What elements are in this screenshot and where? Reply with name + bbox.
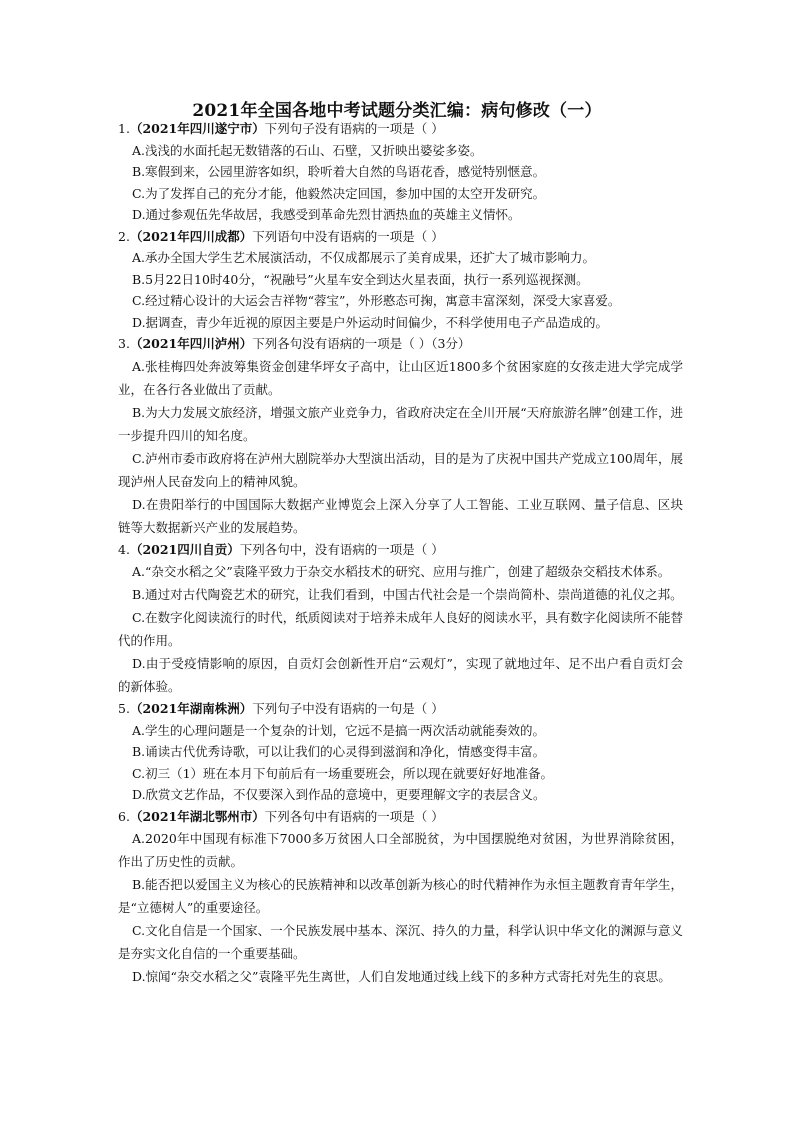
option-b: B.寒假到来，公园里游客如织，聆听着大自然的鸟语花香，感觉特别惬意。 — [132, 164, 546, 179]
question-number: 5. — [118, 701, 130, 716]
option-a: A.“杂交水稻之父”袁隆平致力于杂交水稻技术的研究、应用与推广，创建了超级杂交稻技术体系。 — [132, 564, 671, 579]
option-c: C.初三（1）班在本月下旬前后有一场重要班会，所以现在就要好好地准备。 — [132, 765, 554, 781]
question-header — [118, 539, 683, 561]
option-c: C.文化自信是一个国家、一个民族发展中基本、深沉、持久的力量，科学认识中华文化的渊源与意义是夯实文化自信的一个重要基础。 — [118, 923, 683, 961]
question-stem: 下列各句没有语病的一项是（ ）（3分） — [252, 336, 471, 351]
option-c: C.在数字化阅读流行的时代，纸质阅读对于培养未成年人良好的阅读水平，具有数字化阅读所不能替代的作用。 — [118, 610, 683, 648]
question-3 — [118, 333, 683, 539]
option-c: C.为了发挥自己的充分才能，他毅然决定回国，参加中国的太空开发研究。 — [132, 185, 546, 201]
question-source: （2021年四川遂宁市） — [129, 121, 265, 136]
option-c: C.经过精心设计的大运会吉祥物“蓉宝”，外形憨态可掬，寓意丰富深刻，深受大家喜爱。 — [132, 293, 621, 308]
question-2 — [118, 226, 683, 334]
option-d: D.通过参观伍先华故居，我感受到革命先烈甘洒热血的英雄主义情怀。 — [132, 207, 521, 222]
question-header — [118, 333, 683, 355]
option-b: B.为大力发展文旅经济，增强文旅产业竞争力，省政府决定在全川开展“天府旅游名牌”创建工作，进一步提升四川的知名度。 — [118, 404, 683, 443]
option-a: A.学生的心理问题是一个复杂的计划，它远不是搞一两次活动就能奏效的。 — [132, 722, 546, 738]
option-a: A.承办全国大学生艺术展演活动，不仅成都展示了美育成果，还扩大了城市影响力。 — [132, 250, 596, 265]
question-header — [118, 118, 683, 140]
question-number: 3. — [118, 336, 130, 351]
question-4 — [118, 539, 683, 699]
option-d: D.欣赏文艺作品，不仅要深入到作品的意境中，更要理解文字的表层含义。 — [132, 787, 546, 802]
option-a: A.浅浅的水面托起无数错落的石山、石壁，又折映出婆娑多姿。 — [132, 142, 483, 158]
option-d: D.据调查，青少年近视的原因主要是户外运动时间偏少，不科学使用电子产品造成的。 — [132, 314, 609, 330]
question-header — [118, 698, 683, 720]
option-b: B.通过对古代陶瓷艺术的研究，让我们看到，中国古代社会是一个崇尚简朴、崇尚道德的礼仪之邦。 — [132, 587, 683, 602]
question-stem: 下列句子中没有语病的一句是（ ） — [252, 701, 444, 716]
question-stem: 下列语句中没有语病的一项是（ ） — [252, 228, 444, 244]
question-header — [118, 226, 683, 248]
option-a: A.张桂梅四处奔波筹集资金创建华坪女子高中，让山区近1800多个贫困家庭的女孩走进大学完成学业，在各行各业做出了贡献。 — [118, 358, 683, 397]
question-stem: 下列各句中，没有语病的一项是（ ） — [239, 541, 444, 557]
question-1 — [118, 118, 683, 226]
question-number: 2. — [118, 228, 130, 244]
question-stem: 下列各句中有语病的一项是（ ） — [264, 808, 444, 824]
option-b: B.5月22日10时40分，“祝融号”火星车安全到达火星表面，执行一系列巡视探测。 — [132, 271, 589, 287]
option-a: A.2020年中国现有标准下7000多万贫困人口全部脱贫，为中国摆脱绝对贫困，为世界消除贫困，作出了历史性的贡献。 — [118, 831, 683, 869]
question-source: （2021年四川泸州） — [129, 336, 253, 351]
question-number: 1. — [118, 121, 130, 136]
question-header — [118, 806, 683, 828]
option-b: B.诵读古代优秀诗歌，可以让我们的心灵得到滋润和净化，情感变得丰富。 — [132, 744, 546, 759]
question-number: 4. — [118, 541, 130, 557]
question-source: （2021年湖北鄂州市） — [129, 808, 265, 824]
option-d: D.由于受疫情影响的原因，自贡灯会创新性开启“云观灯”，实现了就地过年、足不出户看自贡灯会的新体验。 — [118, 656, 683, 694]
question-source: （2021四川自贡） — [129, 541, 240, 557]
question-number: 6. — [118, 808, 130, 824]
question-source: （2021年湖南株洲） — [129, 701, 253, 716]
question-list — [118, 118, 683, 988]
option-d: D.在贵阳举行的中国国际大数据产业博览会上深入分享了人工智能、工业互联网、量子信息、区块链等大数据新兴产业的发展趋势。 — [118, 496, 683, 535]
page-title: 2021年全国各地中考试题分类汇编：病句修改（一） — [192, 101, 602, 121]
option-d: D.惊闻“杂交水稻之父”袁隆平先生离世，人们自发地通过线上线下的多种方式寄托对先生的哀思。 — [132, 969, 671, 984]
question-stem: 下列句子没有语病的一项是（ ） — [264, 121, 444, 136]
question-6 — [118, 806, 683, 989]
question-5 — [118, 698, 683, 806]
option-c: C.泸州市委市政府将在泸州大剧院举办大型演出活动，目的是为了庆祝中国共产党成立100周年，展现泸州人民奋发向上的精神风貌。 — [118, 450, 683, 489]
option-b: B.能否把以爱国主义为核心的民族精神和以改革创新为核心的时代精神作为永恒主题教育青年学生，是“立德树人”的重要途径。 — [118, 877, 683, 915]
question-source: （2021年四川成都） — [129, 228, 253, 244]
